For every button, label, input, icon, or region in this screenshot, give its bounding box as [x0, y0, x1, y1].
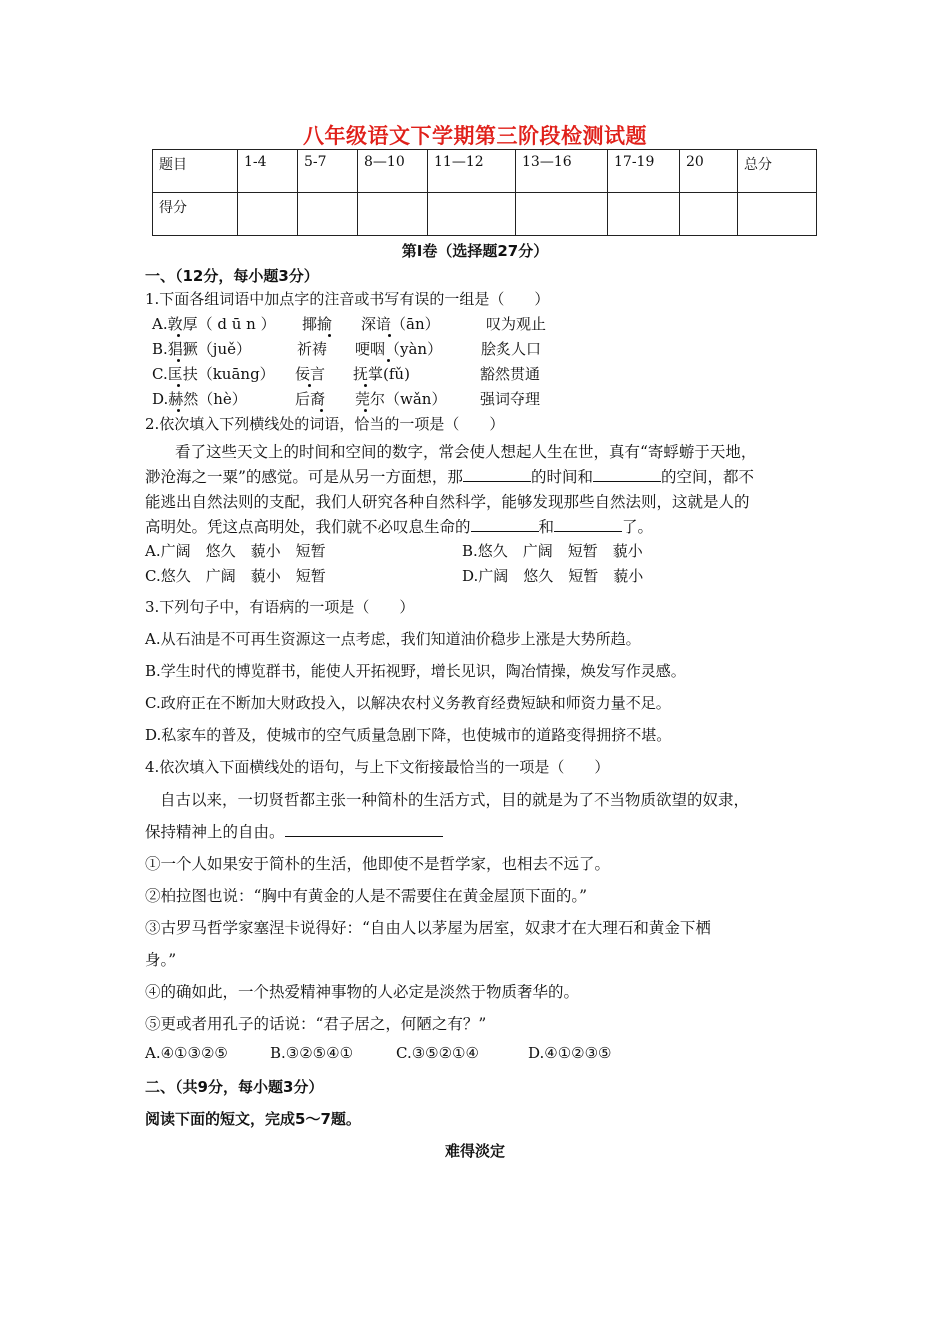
q2-passage-line: 能逃出自然法则的支配，我们人研究各种自然科学，能够发现那些自然法则，这就是人的	[145, 493, 750, 511]
table-cell: 13—16	[516, 150, 608, 193]
emphasis-dot	[387, 359, 390, 362]
emphasis-dot	[388, 334, 391, 337]
q4-option-c: C.③⑤②①④	[396, 1044, 479, 1062]
score-entry-cell[interactable]	[238, 193, 298, 236]
table-cell: 总分	[738, 150, 817, 193]
q1-option-a-4: 叹为观止	[486, 315, 547, 333]
blank-line	[463, 466, 531, 482]
q1-option-d-1: D.赫然（hè）	[152, 390, 247, 408]
q4-item: ④的确如此，一个热爱精神事物的人必定是淡然于物质奢华的。	[145, 983, 580, 1001]
table-cell: 17-19	[608, 150, 680, 193]
score-entry-cell[interactable]	[680, 193, 738, 236]
blank-line	[593, 466, 661, 482]
page-title: 八年级语文下学期第三阶段检测试题	[303, 124, 647, 148]
q1-option-d-3: 莞尔（wǎn）	[355, 390, 447, 408]
emphasis-dot	[308, 384, 311, 387]
score-table-score-row	[153, 193, 817, 236]
q2-passage-line	[145, 515, 653, 537]
q2-passage-line: 看了这些天文上的时间和空间的数字，常会使人想起人生在世，真有“寄蜉蝣于天地，	[175, 443, 757, 461]
table-cell: 20	[680, 150, 738, 193]
q2-stem: 2.依次填入下列横线处的词语，恰当的一项是（ ）	[145, 415, 505, 433]
q2-option-d: D.广阔 悠久 短暂 藐小	[462, 567, 644, 585]
table-cell: 1-4	[238, 150, 298, 193]
q2-option-b: B.悠久 广阔 短暂 藐小	[462, 542, 643, 560]
q1-option-d-2: 后裔	[295, 390, 326, 408]
q4-stem: 4.依次填入下面横线处的语句，与上下文衔接最恰当的一项是（ ）	[145, 758, 610, 776]
score-table-header-row	[153, 150, 817, 193]
passage-text: 高明处。凭这点高明处，我们就不必叹息生命的	[145, 518, 471, 536]
table-cell: 题目	[153, 150, 238, 193]
blank-line	[471, 516, 539, 532]
emphasis-dot	[177, 334, 180, 337]
table-cell: 5-7	[298, 150, 358, 193]
q3-option-b: B.学生时代的博览群书，能使人开拓视野，增长见识，陶冶情操，焕发写作灵感。	[145, 662, 686, 680]
q1-option-b-3: 哽咽（yàn）	[355, 340, 443, 358]
q1-option-a-3: 深谙（ān）	[361, 315, 440, 333]
q4-item: 身。”	[145, 951, 177, 969]
passage-text: 了。	[622, 518, 654, 536]
passage-text: 的时间和	[530, 468, 593, 486]
q4-option-a: A.④①③②⑤	[145, 1044, 228, 1062]
q1-option-c-1: C.匡扶（kuāng）	[152, 365, 275, 383]
q1-option-b-2: 祈祷	[297, 340, 328, 358]
emphasis-dot	[364, 384, 367, 387]
q4-item: ②柏拉图也说：“胸中有黄金的人是不需要住在黄金屋顶下面的。”	[145, 887, 588, 905]
passage-text: 渺沧海之一粟”的感觉。可是从另一方面想，那	[145, 468, 463, 486]
section1-heading: 一、（12分，每小题3分）	[145, 267, 319, 285]
q1-option-c-3: 抚掌(fǔ)	[353, 365, 410, 383]
score-entry-cell[interactable]	[358, 193, 428, 236]
score-entry-cell[interactable]	[608, 193, 680, 236]
q1-option-b-1: B.猖獗（ju​ě）	[152, 340, 251, 358]
q1-option-c-2: 佞言	[295, 365, 326, 383]
score-entry-cell[interactable]	[428, 193, 516, 236]
passage-text: 保持精神上的自由。	[145, 823, 285, 841]
section2-heading: 二、（共9分，每小题3分）	[145, 1078, 324, 1096]
emphasis-dot	[328, 334, 331, 337]
emphasis-dot	[177, 359, 180, 362]
q3-option-d: D.私家车的普及，使城市的空气质量急剧下降，也使城市的道路变得拥挤不堪。	[145, 726, 672, 744]
q2-option-c: C.悠久 广阔 藐小 短暂	[145, 567, 326, 585]
emphasis-dot	[364, 409, 367, 412]
blank-line	[285, 821, 443, 837]
q4-option-d: D.④①②③⑤	[528, 1044, 612, 1062]
score-entry-cell[interactable]	[298, 193, 358, 236]
passage-text: 和	[538, 518, 555, 536]
emphasis-dot	[177, 384, 180, 387]
score-entry-cell[interactable]	[516, 193, 608, 236]
q3-option-c: C.政府正在不断加大财政投入，以解决农村义务教育经费短缺和师资力量不足。	[145, 694, 671, 712]
part1-heading: 第Ⅰ卷（选择题27分）	[401, 242, 549, 260]
q4-item: ⑤更或者用孔子的话说：“君子居之，何陋之有？”	[145, 1015, 487, 1033]
q1-option-d-4: 强词夺理	[480, 390, 541, 408]
q2-passage-line	[145, 465, 754, 487]
q3-stem: 3.下列句子中，有语病的一项是（ ）	[145, 598, 415, 616]
emphasis-dot	[320, 409, 323, 412]
q1-option-b-4: 脍炙人口	[481, 340, 542, 358]
q4-option-b: B.③②⑤④①	[270, 1044, 354, 1062]
q1-option-c-4: 豁然贯通	[480, 365, 541, 383]
table-cell: 11—12	[428, 150, 516, 193]
score-entry-cell[interactable]	[738, 193, 817, 236]
blank-line	[554, 516, 622, 532]
table-cell: 8—10	[358, 150, 428, 193]
passage-title: 难得淡定	[444, 1142, 505, 1160]
q3-option-a: A.从石油是不可再生资源这一点考虑，我们知道油价稳步上涨是大势所趋。	[145, 630, 641, 648]
q4-passage-line: 自古以来，一切贤哲都主张一种简朴的生活方式，目的就是为了不当物质欲望的奴隶，	[160, 791, 750, 809]
emphasis-dot	[177, 409, 180, 412]
q4-passage-line	[145, 820, 443, 842]
q4-item: ③古罗马哲学家塞涅卡说得好：“自由人以茅屋为居室，奴隶才在大理石和黄金下栖	[145, 919, 711, 937]
score-table	[152, 149, 817, 236]
q4-item: ①一个人如果安于简朴的生活，他即使不是哲学家，也相去不远了。	[145, 855, 611, 873]
section2-instruction: 阅读下面的短文，完成5～7题。	[145, 1110, 361, 1128]
passage-text: 的空间，都不	[660, 468, 754, 486]
q1-option-a-1: A.敦厚（ d ū n ）	[152, 315, 276, 333]
q2-option-a: A.广阔 悠久 藐小 短暂	[145, 542, 326, 560]
q1-option-a-2: 揶揄	[302, 315, 333, 333]
q1-stem: 1.下面各组词语中加点字的注音或书写有误的一组是（ ）	[145, 290, 550, 308]
table-cell: 得分	[153, 193, 238, 236]
